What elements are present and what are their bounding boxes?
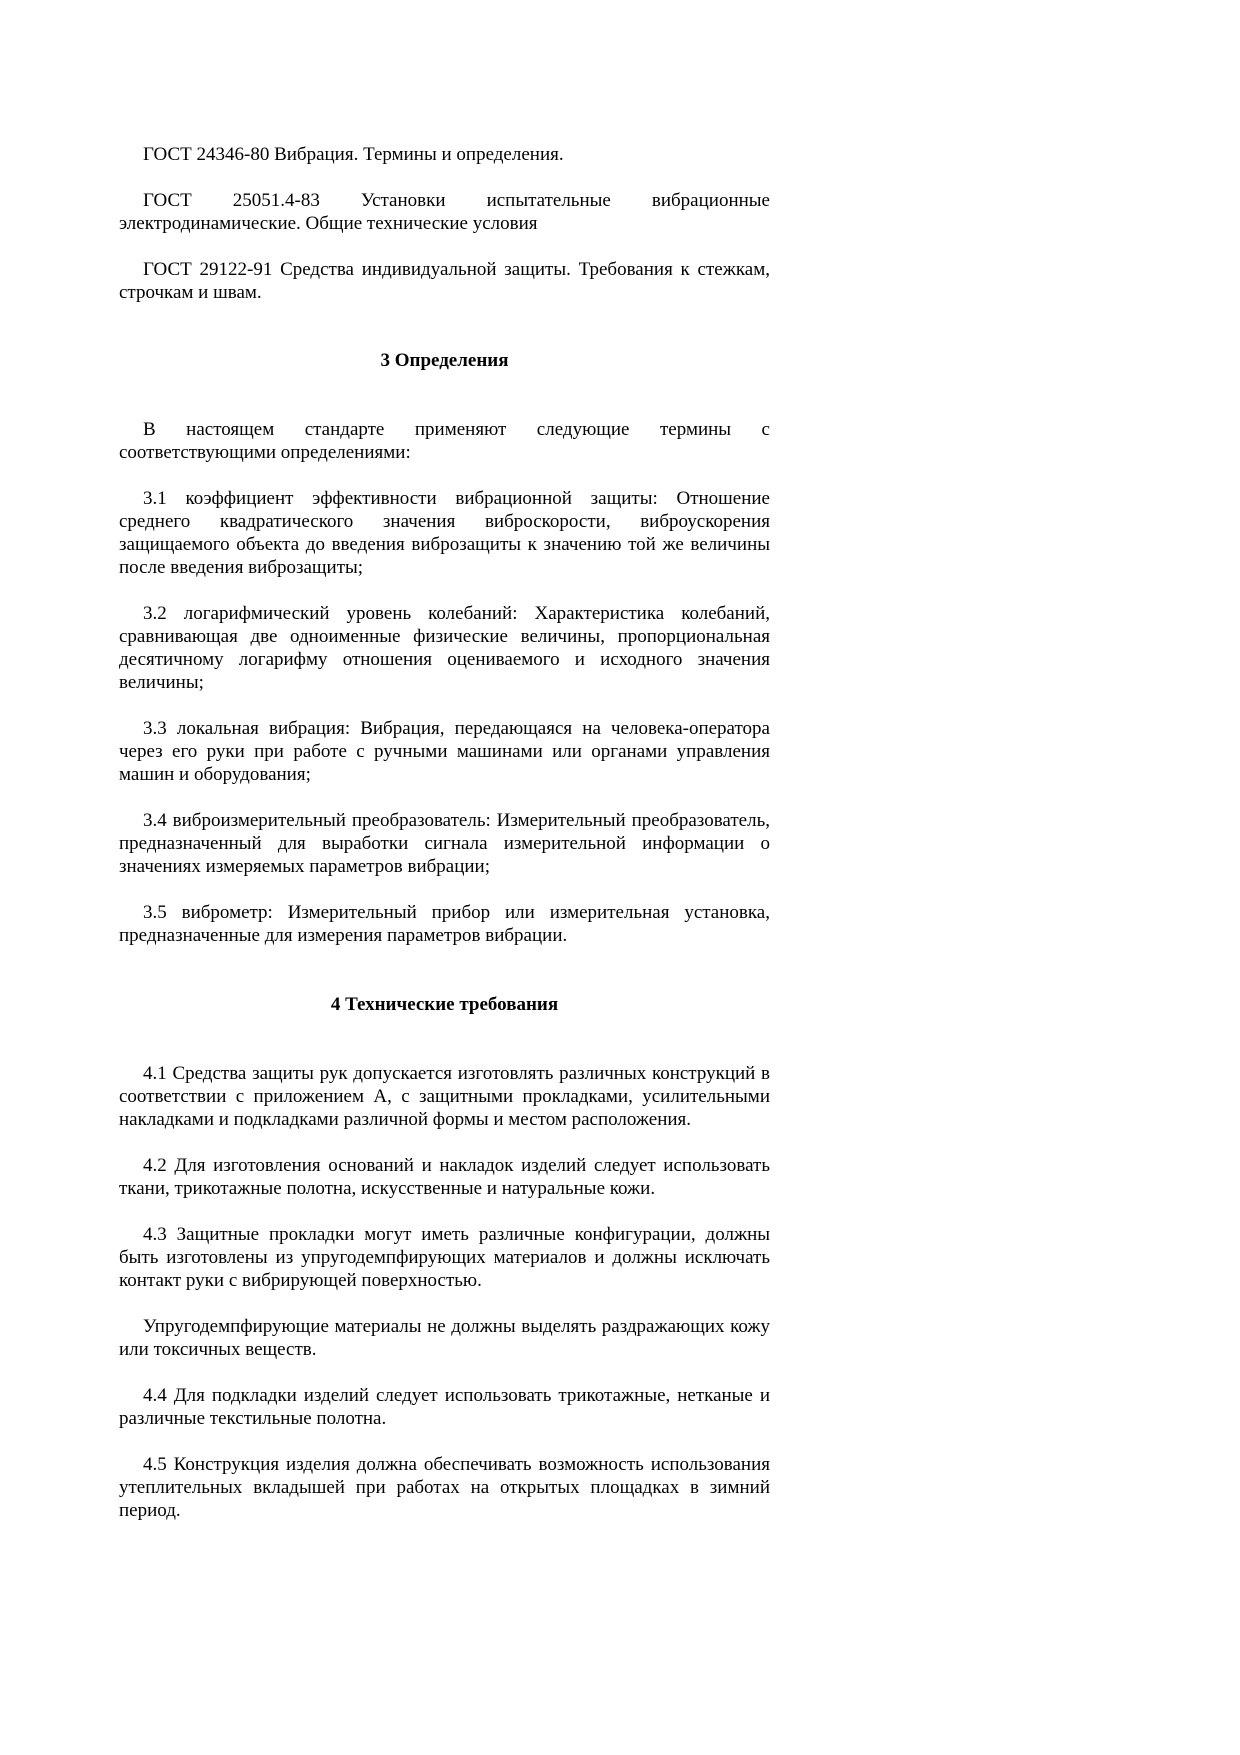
definition-3-2: 3.2 логарифмический уровень колебаний: Характеристика колебаний, сравнивающая две одноименные физические величины, пропорциональная десятичному логарифму отношения оцениваемого и исходного значения величины; bbox=[119, 603, 770, 693]
reference-gost-29122: ГОСТ 29122-91 Средства индивидуальной защиты. Требования к стежкам, строчкам и швам. bbox=[119, 259, 770, 303]
section-3-intro: В настоящем стандарте применяют следующие термины с соответствующими определениями: bbox=[119, 419, 770, 463]
document-page bbox=[119, 143, 770, 1545]
definition-3-4: 3.4 виброизмерительный преобразователь: Измерительный преобразователь, предназначенный для выработки сигнала измерительной информации о значениях измеряемых параметров вибрации; bbox=[119, 810, 770, 877]
reference-gost-25051: ГОСТ 25051.4-83 Установки испытательные вибрационные электродинамические. Общие технические условия bbox=[119, 190, 770, 234]
definition-3-5: 3.5 виброметр: Измерительный прибор или измерительная установка, предназначенные для измерения параметров вибрации. bbox=[119, 902, 770, 946]
requirement-4-3: 4.3 Защитные прокладки могут иметь различные конфигурации, должны быть изготовлены из упругодемпфирующих материалов и должны исключать контакт руки с вибрирующей поверхностью. bbox=[119, 1224, 770, 1291]
requirement-4-5: 4.5 Конструкция изделия должна обеспечивать возможность использования утеплительных вкладышей при работах на открытых площадках в зимний период. bbox=[119, 1454, 770, 1521]
definition-3-3: 3.3 локальная вибрация: Вибрация, передающаяся на человека-оператора через его руки при работе с ручными машинами или органами управления машин и оборудования; bbox=[119, 718, 770, 785]
reference-gost-24346: ГОСТ 24346-80 Вибрация. Термины и определения. bbox=[143, 144, 564, 165]
definition-3-1: 3.1 коэффициент эффективности вибрационной защиты: Отношение среднего квадратического значения виброскорости, виброускорения защищаемого объекта до введения виброзащиты к значению той же величины после введения виброзащиты; bbox=[119, 488, 770, 578]
requirement-4-3-note: Упругодемпфирующие материалы не должны выделять раздражающих кожу или токсичных веществ. bbox=[119, 1316, 770, 1360]
requirement-4-1: 4.1 Средства защиты рук допускается изготовлять различных конструкций в соответствии с приложением А, с защитными прокладками, усилительными накладками и подкладками различной формы и местом расположения. bbox=[119, 1063, 770, 1130]
requirement-4-4: 4.4 Для подкладки изделий следует использовать трикотажные, нетканые и различные текстильные полотна. bbox=[119, 1385, 770, 1429]
requirement-4-2: 4.2 Для изготовления оснований и накладок изделий следует использовать ткани, трикотажные полотна, искусственные и натуральные кожи. bbox=[119, 1155, 770, 1199]
section-3-heading: 3 Определения bbox=[380, 350, 509, 371]
section-4-heading: 4 Технические требования bbox=[330, 994, 559, 1015]
